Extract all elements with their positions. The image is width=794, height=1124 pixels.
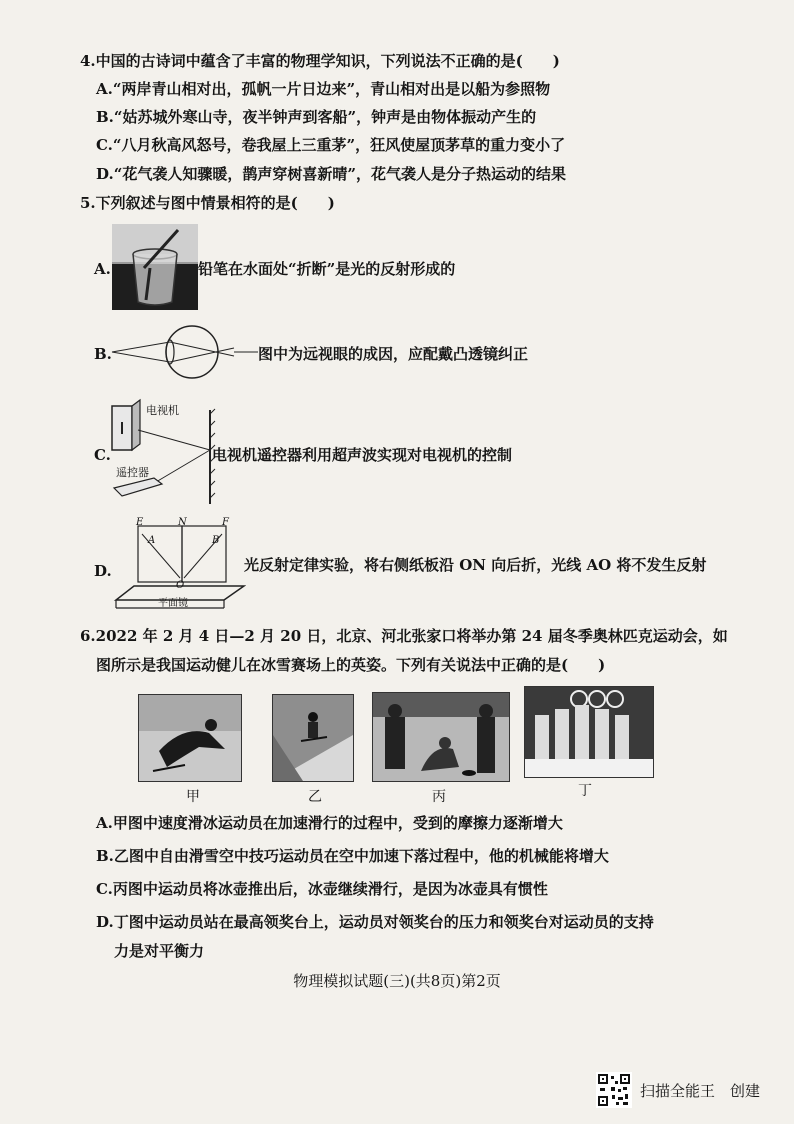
q4-stem: 4.中国的古诗词中蕴含了丰富的物理学知识，下列说法不正确的是( ): [80, 52, 560, 70]
q5-c-text: 电视机遥控器利用超声波实现对电视机的控制: [212, 446, 513, 464]
ray-lower-out: [170, 348, 234, 362]
signal-ray-from-remote: [156, 450, 210, 482]
q5-a-letter: A.: [94, 260, 111, 278]
label-f: F: [222, 517, 229, 528]
right-board: [182, 526, 226, 582]
eye-ray-diagram: [110, 322, 260, 382]
glass-body: [133, 254, 177, 305]
tv-label: 电视机: [146, 404, 179, 417]
label-a: A: [148, 535, 156, 546]
q5-d-text: 光反射定律实验，将右侧纸板沿 ON 向后折，光线 AO 将不发生反射: [244, 556, 707, 574]
photo-jia-speed-skating: [138, 694, 242, 782]
qr-code-icon: [596, 1072, 632, 1108]
bleed-through-text: [610, 58, 623, 77]
ray-lower-in: [112, 352, 170, 362]
q6-option-b: B.乙图中自由滑雪空中技巧运动员在空中加速下落过程中，他的机械能将增大: [96, 847, 609, 865]
tv-side: [132, 400, 140, 450]
q6-stem-line2: 图所示是我国运动健儿在冰雪赛场上的英姿。下列有关说法中正确的是( ): [96, 656, 606, 674]
label-mirror: 平面镜: [158, 598, 188, 609]
q4-option-c: C.“八月秋高风怒号，卷我屋上三重茅”，狂风使屋顶茅草的重力变小了: [96, 136, 566, 154]
photo-label-ding: 丁: [578, 783, 592, 799]
signal-ray-to-tv: [138, 430, 210, 450]
q6-stem-line1: 6.2022 年 2 月 4 日—2 月 20 日，北京、河北张家口将举办第 24 届冬季奥林匹克运动会，如: [80, 627, 728, 645]
ray-upper-in: [112, 342, 170, 352]
photo-ding-podium: [524, 686, 654, 778]
q6-option-c: C.丙图中运动员将冰壶推出后，冰壶继续滑行，是因为冰壶具有惯性: [96, 880, 548, 898]
q4-option-d: D.“花气袭人知骤暖，鹊声穿树喜新晴”，花气袭人是分子热运动的结果: [96, 165, 566, 183]
label-b: B: [212, 535, 220, 546]
q4-option-a: A.“两岸青山相对出，孤帆一片日边来”，青山相对出是以船为参照物: [96, 80, 551, 98]
q5-d-letter: D.: [94, 562, 112, 580]
q5-b-text: 图中为远视眼的成因，应配戴凸透镜纠正: [258, 345, 529, 363]
photo-yi-freestyle-skiing: [272, 694, 354, 782]
remote-label: 遥控器: [116, 466, 149, 479]
eye-lens: [166, 340, 174, 364]
q4-option-b: B.“姑苏城外寒山寺，夜半钟声到客船”，钟声是由物体振动产生的: [96, 108, 537, 126]
q6-option-d-continued: 力是对平衡力: [114, 942, 205, 960]
remote-control: [114, 478, 162, 496]
q5-b-letter: B.: [94, 345, 112, 363]
page-footer: 物理模拟试题(三)(共8页)第2页: [293, 972, 501, 990]
q5-c-letter: C.: [94, 446, 111, 464]
q5-stem: 5.下列叙述与图中情景相符的是( ): [80, 194, 335, 212]
pencil-in-water-figure: [112, 224, 198, 310]
ray-upper-out: [170, 342, 234, 356]
q6-option-a: A.甲图中速度滑冰运动员在加速滑行的过程中，受到的摩擦力逐渐增大: [96, 814, 563, 832]
photo-label-bing: 丙: [432, 789, 446, 805]
scanner-label: 扫描全能王 创建: [640, 1081, 761, 1100]
q5-a-text: 铅笔在水面处“折断”是光的反射形成的: [198, 260, 456, 278]
label-n: N: [178, 517, 187, 528]
label-o: O: [176, 580, 185, 591]
q6-option-d: D.丁图中运动员站在最高领奖台上，运动员对领奖台的压力和领奖台对运动员的支持: [96, 913, 654, 931]
label-e: E: [136, 517, 144, 528]
left-board: [138, 526, 182, 582]
photo-label-jia: 甲: [186, 789, 200, 805]
photo-label-yi: 乙: [308, 789, 322, 805]
photo-bing-curling: [372, 692, 510, 782]
scanner-watermark: [596, 1072, 760, 1108]
